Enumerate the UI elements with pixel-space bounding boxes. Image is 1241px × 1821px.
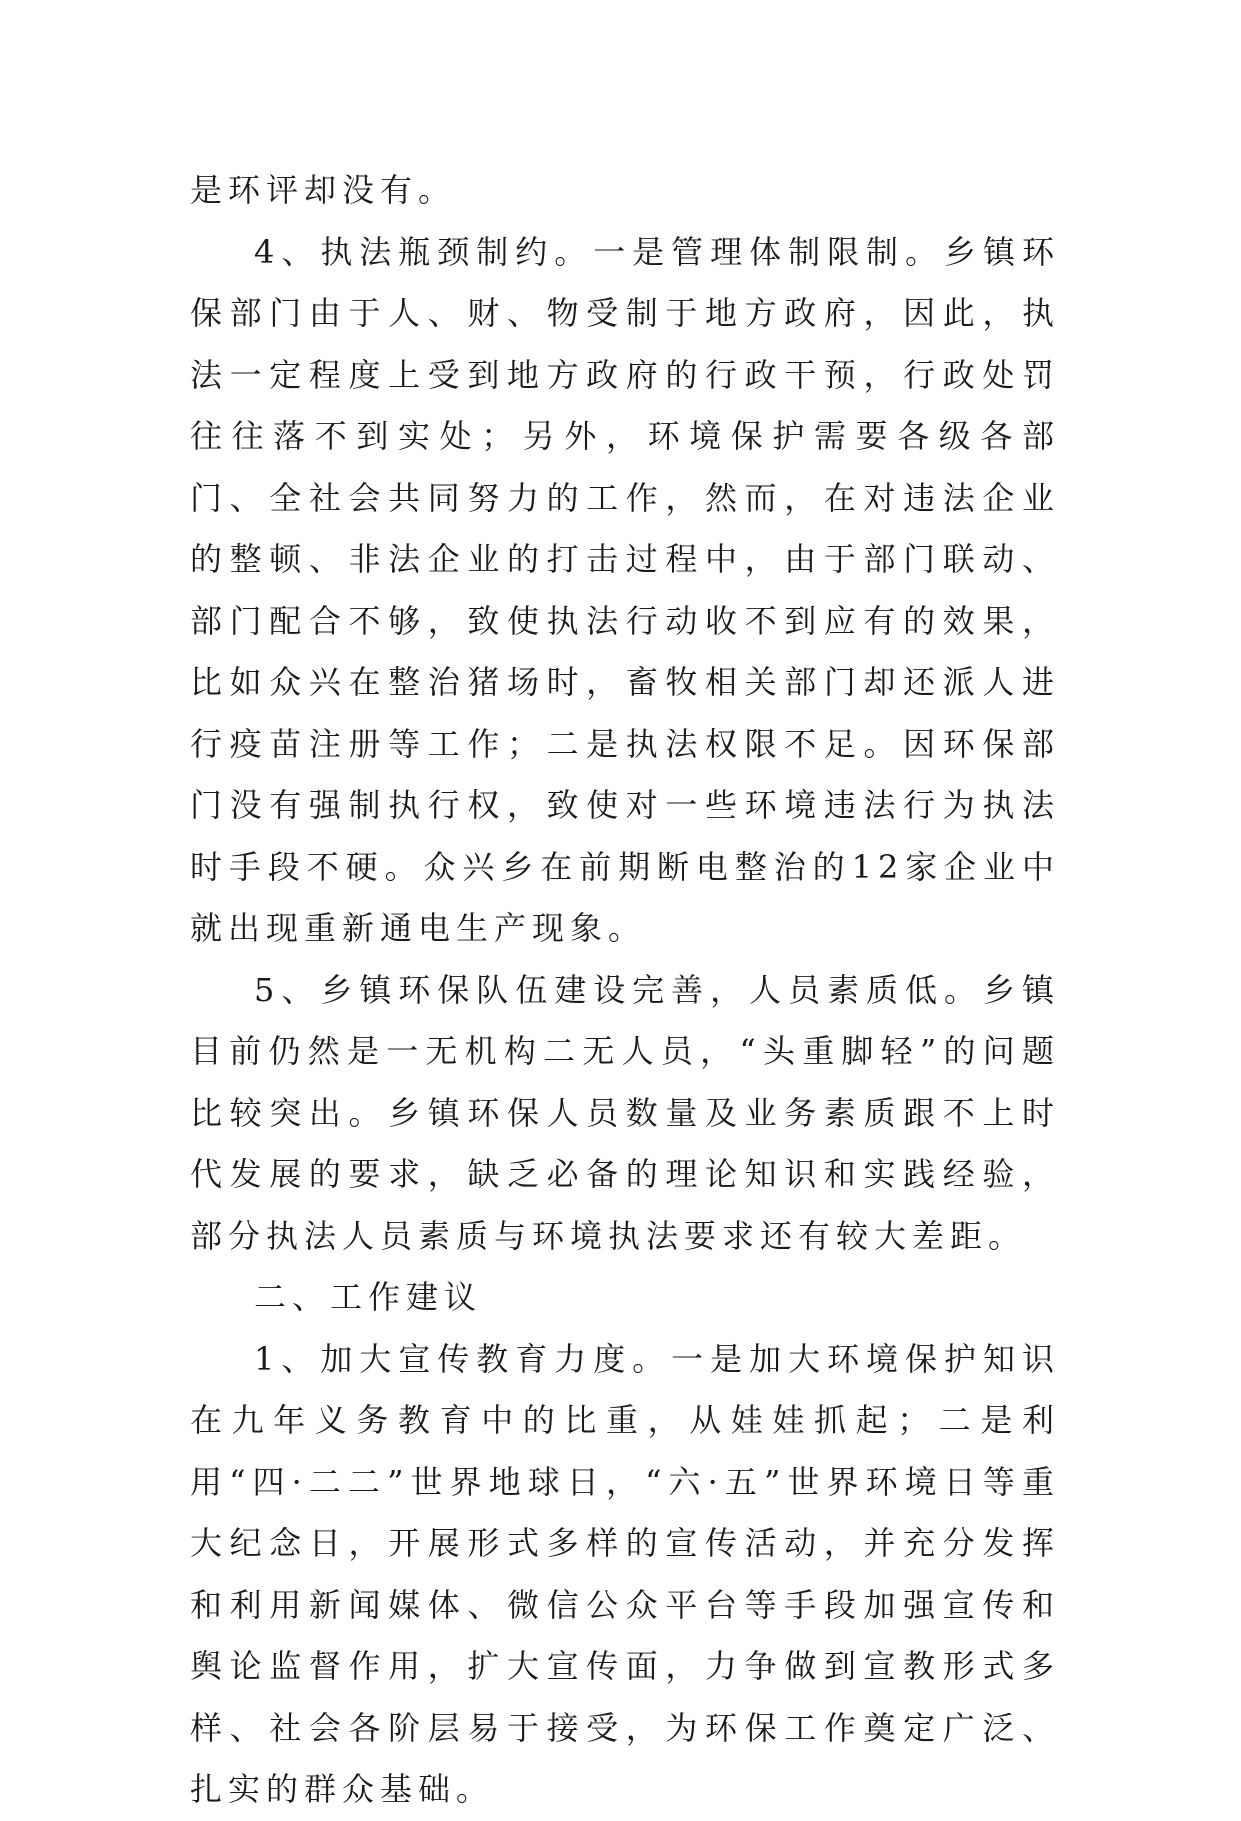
paragraph-continuation: 是环评却没有。 [190, 171, 457, 209]
paragraph-enforcement-bottleneck: 4、执法瓶颈制约。一是管理体制限制。乡镇环保部门由于人、财、物受制于地方政府，因此，执法一定程度上受到地方政府的行政干预，行政处罚往往落不到实处；另外，环境保护需要各级各部门、全社会共同努力的工作，然而，在对违法企业的整顿、非法企业的打击过程中，由于部门联动、部门配合不够，致使执法行动收不到应有的效果，比如众兴在整治猪场时，畜牧相关部门却还派人进行疫苗注册等工作；二是执法权限不足。因环保部门没有强制执行权，致使对一些环境违法行为执法时手段不硬。众兴乡在前期断电整治的12家企业中就出现重新通电生产现象。 [190, 232, 1060, 947]
document-body [190, 160, 1060, 1821]
paragraph-publicity-education: 1、加大宣传教育力度。一是加大环境保护知识在九年义务教育中的比重，从娃娃抓起；二是利用“四·二二”世界地球日，“六·五”世界环境日等重大纪念日，开展形式多样的宣传活动，并充分发挥和利用新闻媒体、微信公众平台等手段加强宣传和舆论监督作用，扩大宣传面，力争做到宣教形式多样、社会各阶层易于接受，为环保工作奠定广泛、扎实的群众基础。 [190, 1339, 1060, 1808]
section-heading-work-suggestions: 二、工作建议 [254, 1278, 483, 1316]
paragraph-staff-quality: 5、乡镇环保队伍建设完善，人员素质低。乡镇目前仍然是一无机构二无人员，“头重脚轻”的问题比较突出。乡镇环保人员数量及业务素质跟不上时代发展的要求，缺乏必备的理论知识和实践经验，部分执法人员素质与环境执法要求还有较大差距。 [190, 970, 1060, 1255]
